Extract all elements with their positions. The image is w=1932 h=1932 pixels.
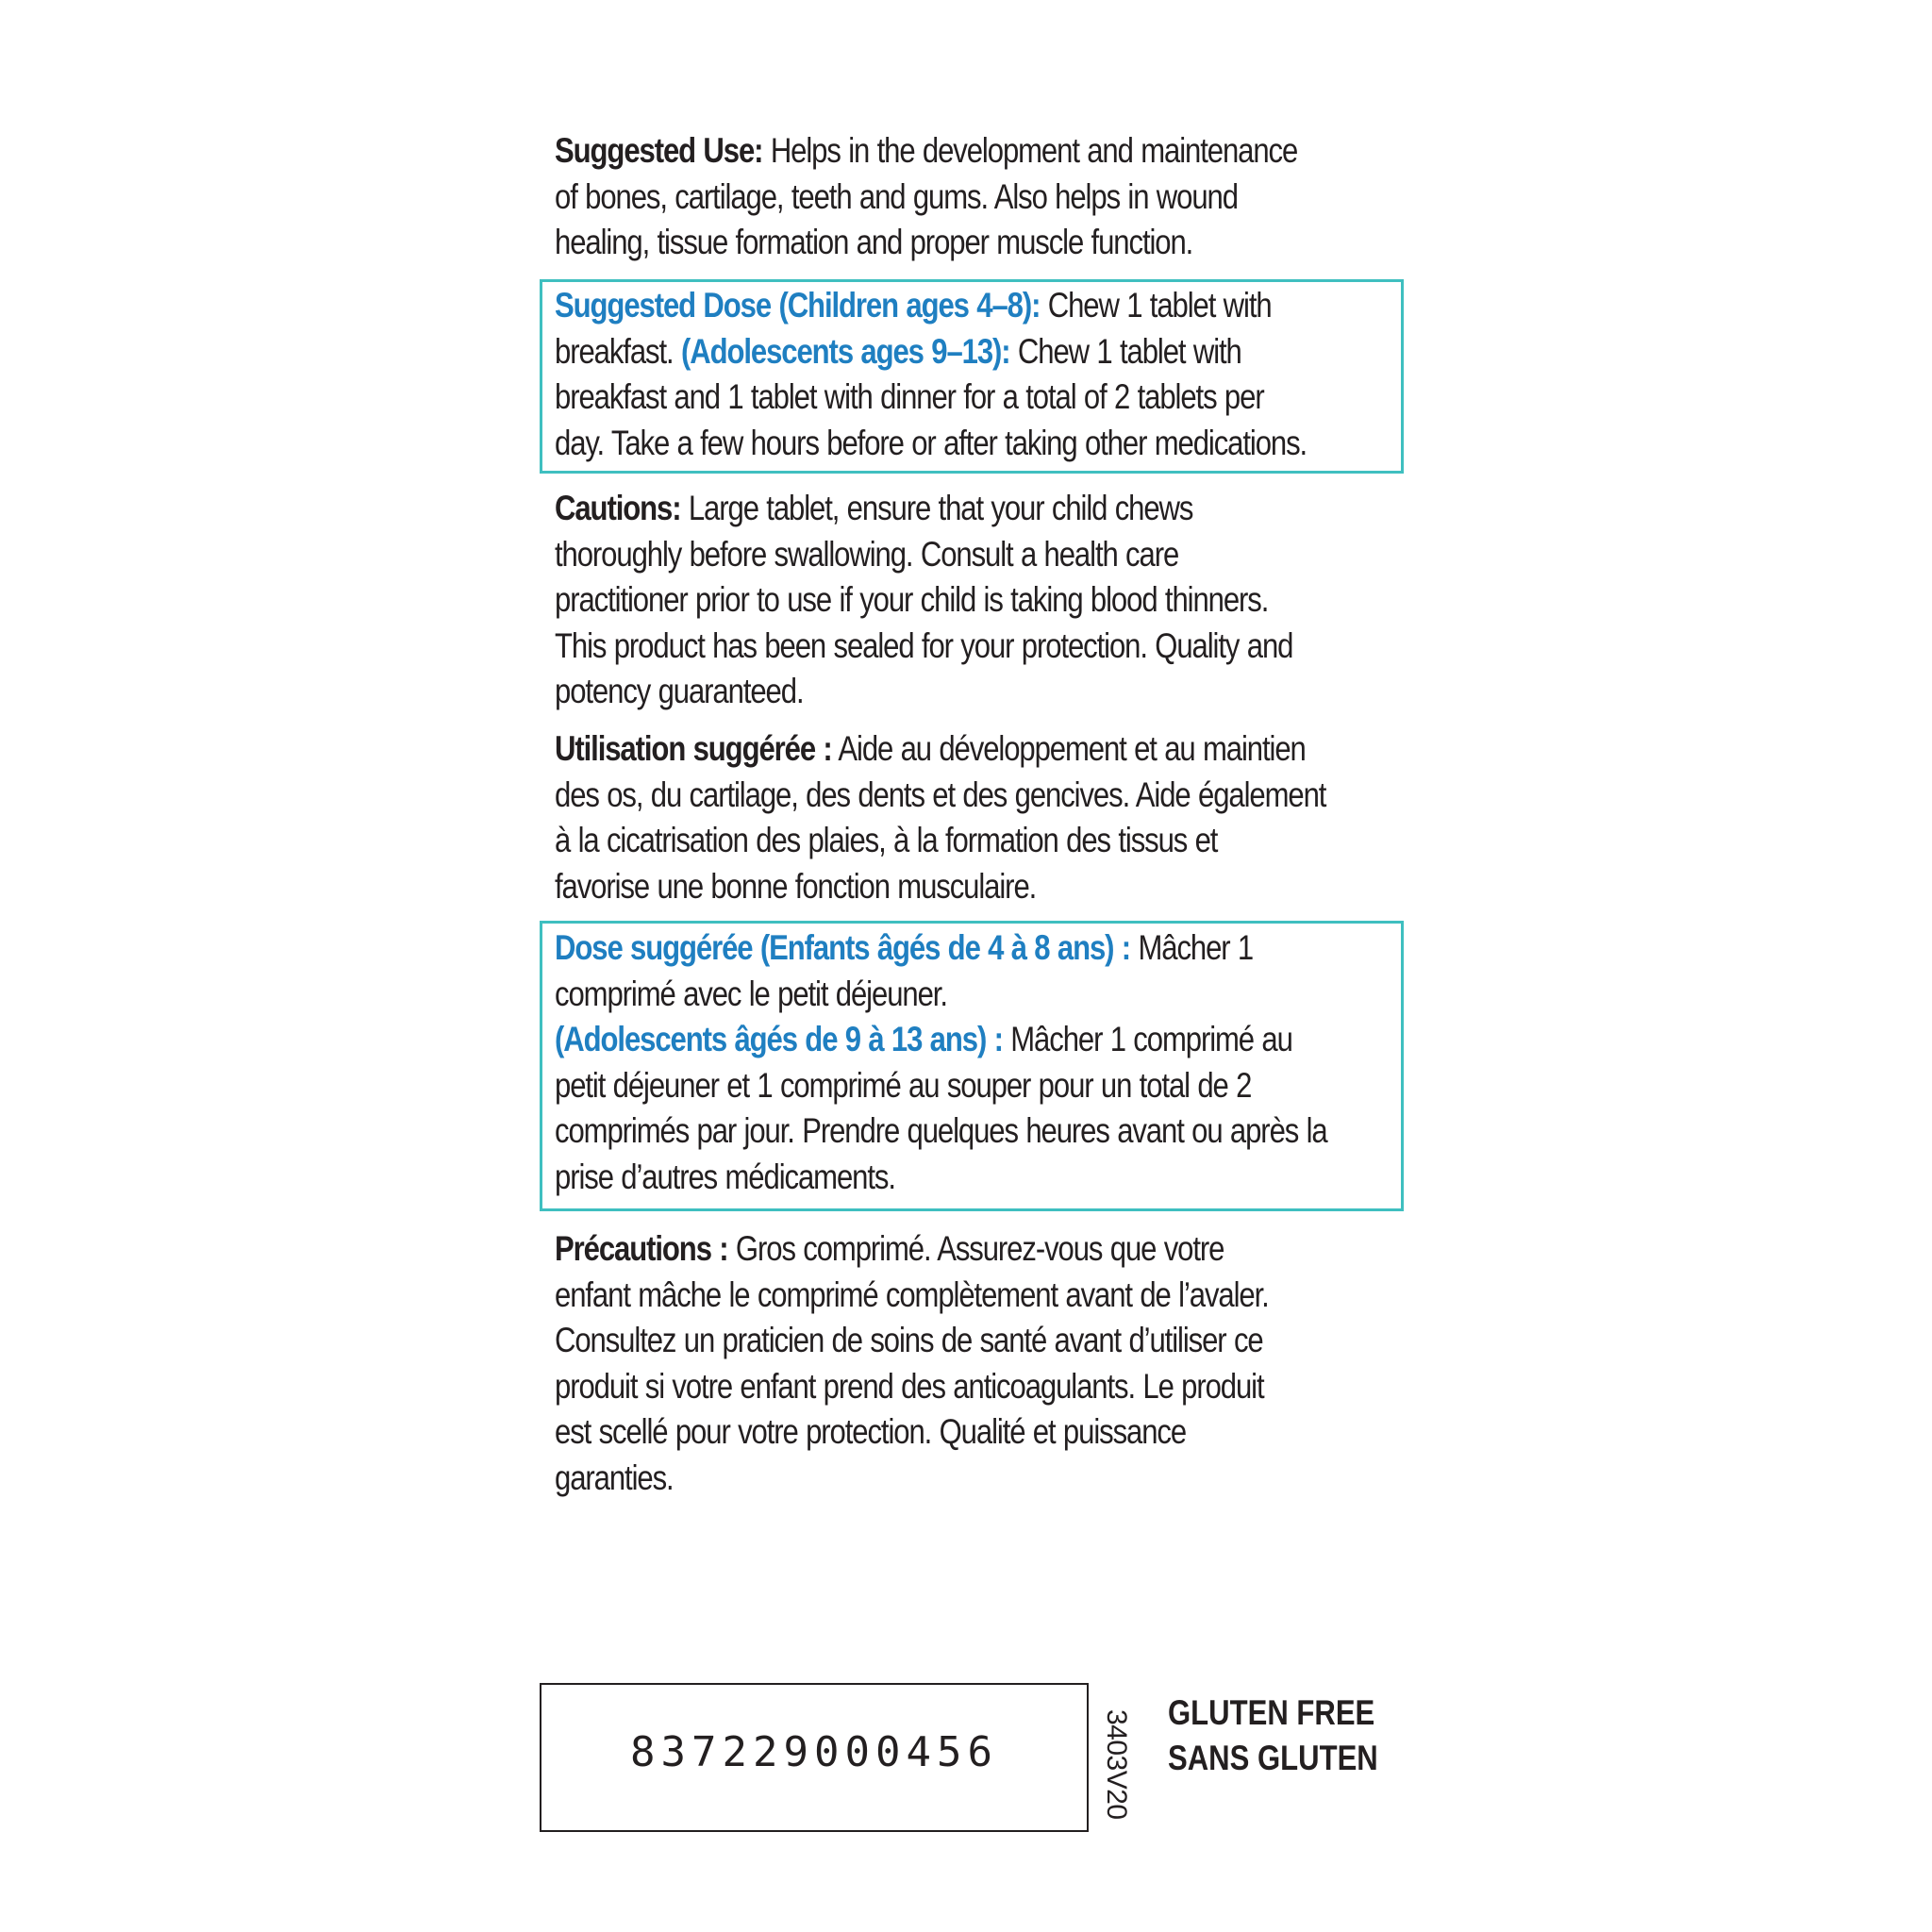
suggested-dose-en-heading: Suggested Dose (Children ages 4–8):	[555, 286, 1041, 325]
suggested-dose-en-adolescent-text: Chew 1 tablet with	[1017, 331, 1241, 371]
gluten-free-badge	[1168, 1690, 1378, 1781]
suggested-dose-fr-adolescent-heading: (Adolescents âgés de 9 à 13 ans) :	[555, 1020, 1003, 1058]
suggested-use-fr-heading: Utilisation suggérée :	[555, 729, 832, 768]
suggested-dose-en-line: day. Take a few hours before or after taking other medications.	[555, 423, 1307, 462]
cautions-fr-line: garanties.	[555, 1457, 674, 1497]
cautions-fr	[555, 1226, 1394, 1501]
suggested-dose-fr-line: comprimés par jour. Prendre quelques heures avant ou après la	[555, 1111, 1327, 1150]
suggested-dose-fr-line2: comprimé avec le petit déjeuner.	[555, 974, 947, 1013]
cautions-en	[555, 486, 1394, 715]
suggested-dose-fr-line: petit déjeuner et 1 comprimé au souper pour un total de 2	[555, 1065, 1252, 1105]
lot-code: 3403V20	[1101, 1709, 1132, 1820]
suggested-dose-fr-adolescent-text: Mâcher 1 comprimé au	[1010, 1020, 1292, 1058]
suggested-dose-fr-heading: Dose suggérée (Enfants âgés de 4 à 8 ans) :	[555, 928, 1131, 967]
gluten-free-fr: SANS GLUTEN	[1168, 1739, 1378, 1777]
suggested-dose-en-line2-start: breakfast.	[555, 331, 674, 371]
suggested-use-fr-line: favorise une bonne fonction musculaire.	[555, 866, 1037, 906]
cautions-en-heading: Cautions:	[555, 489, 681, 527]
cautions-fr-line: Gros comprimé. Assurez-vous que votre	[735, 1229, 1224, 1268]
gluten-free-en: GLUTEN FREE	[1168, 1693, 1375, 1732]
cautions-fr-line: enfant mâche le comprimé complètement avant de l’avaler.	[555, 1274, 1269, 1314]
cautions-fr-line: produit si votre enfant prend des anticoagulants. Le produit	[555, 1366, 1264, 1406]
suggested-use-fr-line: à la cicatrisation des plaies, à la formation des tissus et	[555, 821, 1218, 859]
cautions-en-line: This product has been sealed for your protection. Quality and	[555, 625, 1293, 665]
suggested-use-fr-line: des os, du cartilage, des dents et des gencives. Aide également	[555, 774, 1326, 814]
cautions-fr-heading: Précautions :	[555, 1229, 728, 1268]
suggested-dose-en-children-text: Chew 1 tablet with	[1047, 286, 1272, 325]
cautions-en-line: practitioner prior to use if your child is taking blood thinners.	[555, 580, 1269, 619]
suggested-use-fr-line: Aide au développement et au maintien	[838, 729, 1306, 768]
suggested-use-en-heading: Suggested Use:	[555, 131, 763, 170]
cautions-en-line: potency guaranteed.	[555, 672, 804, 710]
upc-box	[540, 1683, 1089, 1832]
suggested-use-en-line: of bones, cartilage, teeth and gums. Also helps in wound	[555, 176, 1238, 216]
suggested-use-fr	[555, 726, 1394, 909]
suggested-dose-fr-line: prise d’autres médicaments.	[555, 1157, 895, 1196]
upc-number: 837229000456	[630, 1728, 998, 1776]
suggested-dose-en-line: breakfast and 1 tablet with dinner for a total of 2 tablets per	[555, 377, 1264, 416]
cautions-en-line: thoroughly before swallowing. Consult a health care	[555, 534, 1179, 574]
suggested-dose-en-adolescent-heading: (Adolescents ages 9–13):	[680, 331, 1010, 371]
suggested-use-en-line: Helps in the development and maintenance	[770, 131, 1298, 170]
cautions-fr-line: est scellé pour votre protection. Qualité et puissance	[555, 1412, 1187, 1451]
suggested-use-en-line: healing, tissue formation and proper muscle function.	[555, 223, 1193, 261]
suggested-dose-fr	[555, 925, 1394, 1200]
suggested-dose-en	[555, 283, 1394, 466]
cautions-fr-line: Consultez un praticien de soins de santé avant d’utiliser ce	[555, 1321, 1263, 1359]
suggested-use-en	[555, 128, 1394, 266]
cautions-en-line: Large tablet, ensure that your child chews	[688, 489, 1193, 527]
suggested-dose-fr-children-text: Mâcher 1	[1138, 928, 1254, 967]
